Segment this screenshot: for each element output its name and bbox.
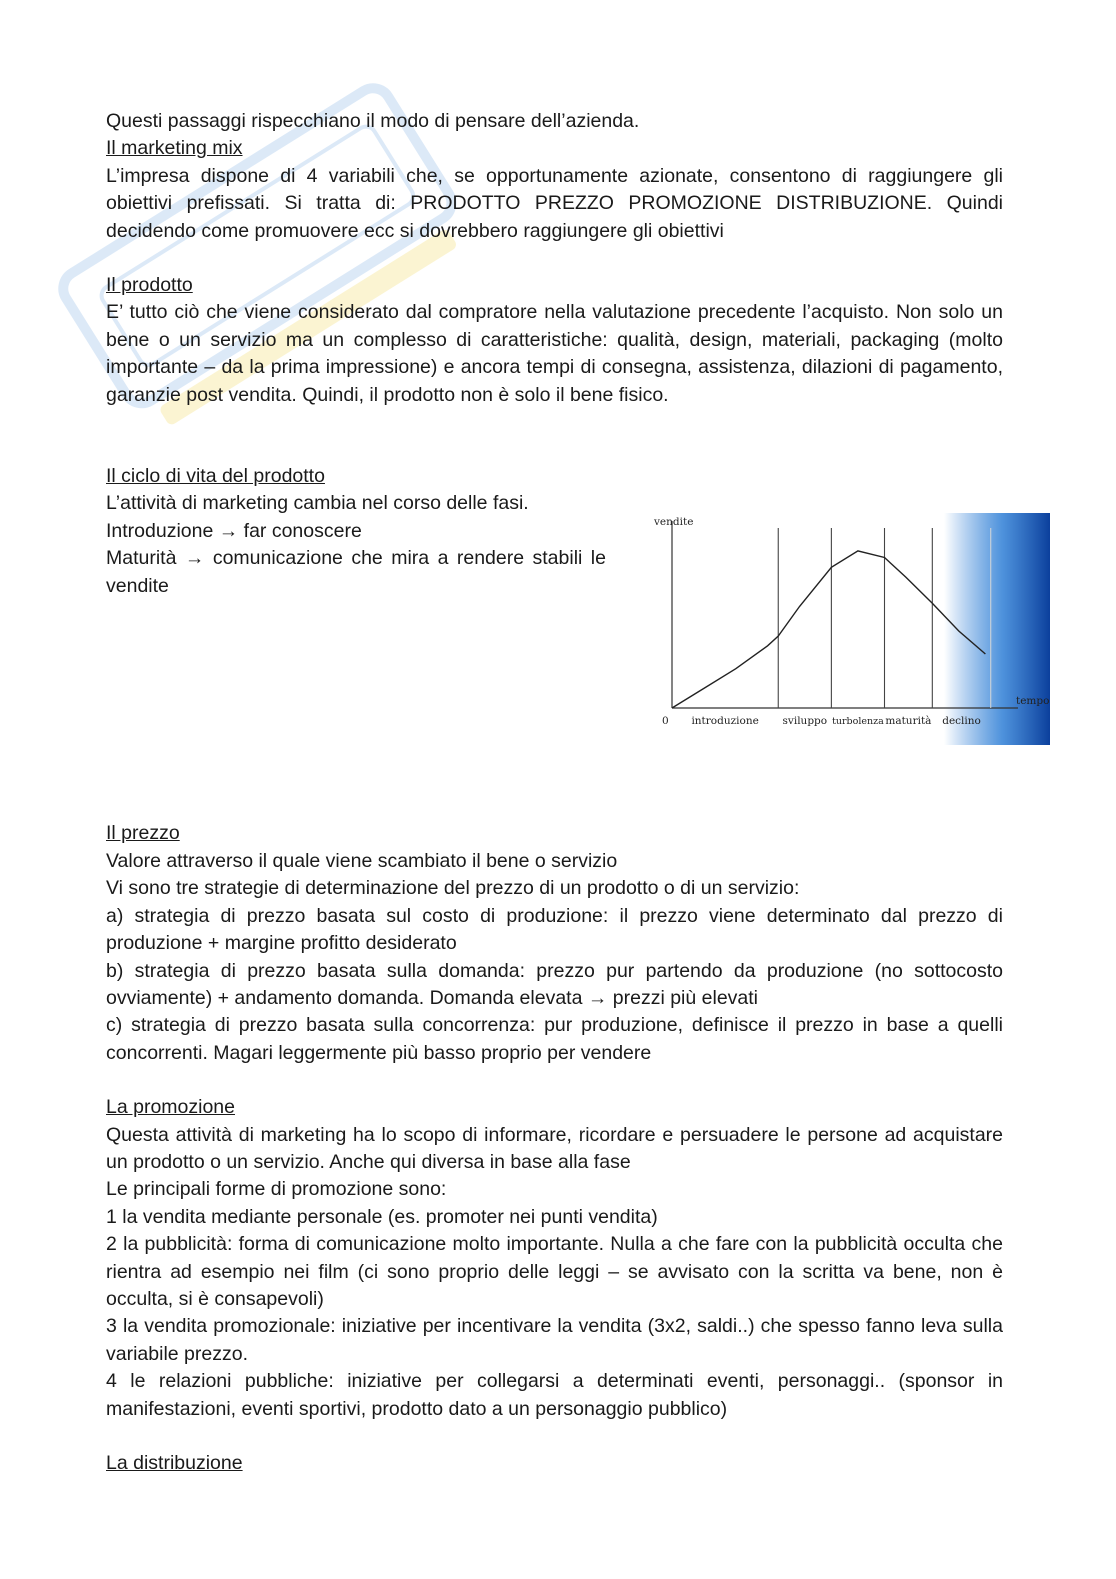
chart-background-accent — [944, 513, 1050, 745]
promozione-line-1: Questa attività di marketing ha lo scopo di informare, ricordare e persuadere le persone ad acquistare un prodotto o un servizio. Anche qui diversa in base alla fase — [106, 1123, 1003, 1173]
prezzo-strategy-b: b) strategia di prezzo basata sulla domanda: prezzo pur partendo da produzione (no sottocosto ovviamente) + andamento domanda. Domanda elevata → prezzi più elevati — [106, 959, 1003, 1009]
paragraph-marketing-mix: L’impresa dispone di 4 variabili che, se opportunamente azionate, consentono di raggiungere gli obiettivi prefissati. Si tratta di: PRODOTTO PREZZO PROMOZIONE DISTRIBUZIONE. Quindi decidendo come promuovere ecc si dovrebbero raggiungere gli obiettivi — [106, 164, 1003, 242]
sales-curve — [672, 551, 985, 708]
x-axis-label: tempo — [1016, 695, 1050, 708]
heading-prodotto: Il prodotto — [106, 274, 193, 297]
document-body — [106, 108, 1050, 1477]
y-axis-label: vendite — [654, 516, 694, 529]
product-lifecycle-chart — [644, 513, 1050, 745]
phase-label-turbolenza: turbolenza — [832, 716, 884, 728]
phase-label-introduzione: introduzione — [691, 715, 759, 728]
ciclo-line-3: Maturità → comunicazione che mira a rendere stabili le vendite — [106, 547, 606, 597]
promozione-line-2: Le principali forme di promozione sono: — [106, 1178, 447, 1201]
phase-label-declino: declino — [942, 715, 981, 728]
phase-label-sviluppo: sviluppo — [782, 715, 828, 728]
ciclo-line-1: L’attività di marketing cambia nel corso delle fasi. — [106, 492, 529, 515]
prezzo-line-1: Valore attraverso il quale viene scambiato il bene o servizio — [106, 849, 618, 872]
promozione-item-1: 1 la vendita mediante personale (es. promoter nei punti vendita) — [106, 1205, 658, 1228]
promozione-item-2: 2 la pubblicità: forma di comunicazione molto importante. Nulla a che fare con la pubblicità occulta che rientra ad esempio nei film (ci sono proprio delle leggi – se avvisato con la scritta va bene, non è occulta, si è consapevoli) — [106, 1233, 1003, 1310]
phase-label-maturità: maturità — [885, 715, 932, 728]
heading-ciclo-di-vita: Il ciclo di vita del prodotto — [106, 465, 325, 488]
heading-promozione: La promozione — [106, 1096, 235, 1119]
paragraph-prodotto: E’ tutto ciò che viene considerato dal compratore nella valutazione precedente l’acquisto. Non solo un bene o un servizio ma un complesso di caratteristiche: qualità, design, materiali, packaging (molto importante – da la prima impressione) e ancora tempi di consegna, assistenza, dilazioni di pagamento, garanzie post vendita. Quindi, il prodotto non è solo il bene fisico. — [106, 301, 1003, 406]
heading-marketing-mix: Il marketing mix — [106, 137, 243, 160]
heading-distribuzione: La distribuzione — [106, 1452, 243, 1474]
ciclo-line-2: Introduzione → far conoscere — [106, 519, 362, 542]
promozione-item-3: 3 la vendita promozionale: iniziative per incentivare la vendita (3x2, saldi..) che spesso fanno leva sulla variabile prezzo. — [106, 1315, 1003, 1365]
promozione-item-4: 4 le relazioni pubbliche: iniziative per collegarsi a determinati eventi, personaggi.. (sponsor in manifestazioni, eventi sportivi, prodotto dato a un personaggio pubblico) — [106, 1370, 1003, 1420]
prezzo-strategy-c: c) strategia di prezzo basata sulla concorrenza: pur produzione, definisce il prezzo in base a quelli concorrenti. Magari leggermente più basso proprio per vendere — [106, 1014, 1003, 1064]
intro-paragraph: Questi passaggi rispecchiano il modo di pensare dell’azienda. — [106, 110, 640, 132]
heading-prezzo: Il prezzo — [106, 822, 180, 845]
origin-label: 0 — [662, 715, 669, 728]
prezzo-line-2: Vi sono tre strategie di determinazione del prezzo di un prodotto o di un servizio: — [106, 877, 800, 900]
prezzo-strategy-a: a) strategia di prezzo basata sul costo di produzione: il prezzo viene determinato dal prezzo di produzione + margine profitto desiderato — [106, 904, 1003, 955]
ciclo-section — [106, 490, 1050, 760]
